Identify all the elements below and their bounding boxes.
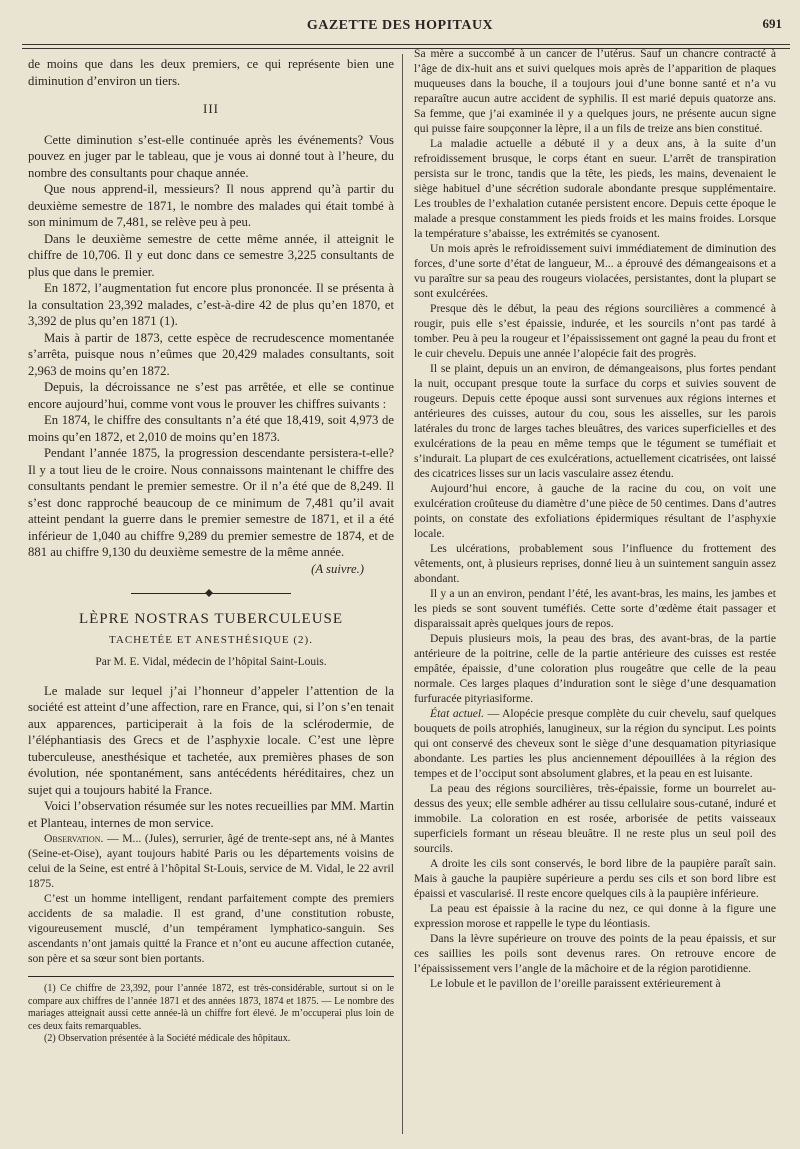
page-number: 691 — [762, 16, 782, 31]
left-column — [28, 56, 394, 1046]
observation-label: Observation. — [44, 832, 104, 845]
page-header — [0, 0, 800, 50]
paragraph: de moins que dans les deux premiers, ce qui représente bien une diminution d’environ un tiers. — [28, 57, 394, 88]
paragraph: Mais à partir de 1873, cette espèce de recrudescence momentanée s’arrêta, puisque nous n’eûmes que 20,429 malades consultants, soit 2,963 de moins qu’en 1872. — [28, 330, 394, 378]
paragraph: Il se plaint, depuis un an environ, de démangeaisons, plus fortes pendant la nuit, occupant presque toute la surface du corps et suivies souvent de rougeurs. Depuis cette époque aussi sont survenues aux régions internes et antérieures des cuisses, autour du cou, sous les aisselles, sur les parois latérales du tronc de larges taches bleuâtres, des varices superficielles et des exulcérations de la peau en même temps que le tégument se tuméfiait et s’indurait. La plupart de ces exulcérations, actuellement cicatrisées, ont laissé des cicatrices lisses sur un lacis vasculaire assez étendu. — [414, 362, 776, 480]
paragraph: Il y a un an environ, pendant l’été, les avant-bras, les mains, les jambes et les pieds se sont souvent tuméfiés. Cette sorte d’œdème était passager et disparaissait après quelques jours de repos. — [414, 587, 776, 630]
article-subtitle: TACHETÉE ET ANESTHÉSIQUE (2). — [109, 633, 313, 646]
footnote: (1) Ce chiffre de 23,392, pour l’année 1872, est très-considérable, surtout si on le compare aux chiffres de l’année 1871 et des années 1873, 1874 et 1875. — Le nombre des mariages atteignait aussi cette année-là un chiffre fort élevé. Je m’occuperai plus loin de ces deux faits remarquables. — [28, 983, 394, 1032]
column-divider — [402, 54, 403, 1134]
paragraph: Aujourd’hui encore, à gauche de la racine du cou, on voit une exulcération croûteuse du diamètre d’une pièce de 50 centimes. Dans d’autres points, on constate des exfoliations épidermiques résultant de l’asphyxie locale. — [414, 482, 776, 540]
paragraph: Le malade sur lequel j’ai l’honneur d’appeler l’attention de la société est atteint d’une affection, rare en France, qui, si l’on s’en tenait aux apparences, participerait à la fois de la sclérodermie, de l’éléphantiasis des Grecs et de l’asphyxie locale. C’est une lèpre tuberculeuse, anesthésique et tachetée, aux premières phases de son évolution, née spontanément, sans antécédents héréditaires, chez un sujet qui a toujours habité la France. — [28, 683, 394, 797]
journal-title: GAZETTE DES HOPITAUX — [306, 18, 494, 33]
observation-paragraph — [28, 831, 394, 891]
header-rule — [22, 44, 790, 45]
article-author: Par M. E. Vidal, médecin de l’hôpital Saint-Louis. — [95, 656, 327, 668]
paragraph: Depuis plusieurs mois, la peau des bras, des avant-bras, de la partie antérieure de la poitrine, celle de la partie antérieure des cuisses est restée empâtée, épaissie, d’une coloration plus rougeâtre que celle de la peau normale. Ces larges plaques d’induration sont le siège d’une desquamation furfuracée pityriasiforme. — [414, 632, 776, 705]
observation-paragraph: C’est un homme intelligent, rendant parfaitement compte des premiers accidents de sa maladie. Il est grand, d’une constitution robuste, vigoureusement musclé, d’un tempérament lymphatico-sanguin. Ses ascendants n’ont jamais quitté la France et n’ont eu aucune affection cutanée, son père et sa sœur sont bien portants. — [28, 892, 394, 965]
paragraph: Les ulcérations, probablement sous l’influence du frottement des vêtements, ont, à plusieurs reprises, donné lieu à un suintement sanguin assez abondant. — [414, 542, 776, 585]
paragraph: Voici l’observation résumée sur les notes recueillies par MM. Martin et Planteau, internes de mon service. — [28, 799, 394, 830]
paragraph: Le lobule et le pavillon de l’oreille paraissent extérieurement à — [430, 977, 721, 990]
diamond-ornament-icon — [205, 589, 213, 597]
paragraph-text: — Alopécie presque complète du cuir chevelu, sauf quelques bouquets de poils atrophiés, lanugineux, sur la région du synciput. Les points qui ont conservé des cheveux sont le siège d’une desquamation pityriasique abondante. Les parties les plus anciennement dépouillées à la région des tempes et de l’occiput sont absolument glabres, et la peau en est luisante. — [414, 707, 777, 780]
paragraph: Sa mère a succombé à un cancer de l’utérus. Sauf un chancre contracté à l’âge de dix-huit ans et suivi quelques mois après de l’apparition de plaques muqueuses dans la bouche, il a toujours joui d’une bonne santé et n’a vu reparaître aucun autre accident de syphilis. Il est marié depuis quatorze ans. Sa femme, que j’ai examinée il y a quelques jours, ne présente aucun signe qui puisse faire soupçonner la lèpre, il a un fils de treize ans bien constitué. — [414, 47, 776, 135]
section-separator — [131, 589, 291, 597]
paragraph: Depuis, la décroissance ne s’est pas arrêtée, et elle se continue encore aujourd’hui, comme vont vous le prouver les chiffres suivants : — [28, 380, 394, 411]
to-be-continued: (A suivre.) — [311, 561, 364, 576]
section-label: État actuel. — [430, 707, 485, 720]
paragraph: En 1872, l’augmentation fut encore plus prononcée. Il se présenta à la consultation 23,392 malades, c’est-à-dire 42 de plus qu’en 1870, et 3,392 de plus qu’en 1871 (1). — [28, 281, 394, 328]
paragraph: A droite les cils sont conservés, le bord libre de la paupière paraît sain. Mais à gauche la paupière supérieure a perdu ses cils et son bord libre est épaissi et vascularisé. Il reste encore quelques cils à la paupière inférieure. — [414, 857, 776, 900]
article-title: LÈPRE NOSTRAS TUBERCULEUSE — [78, 611, 344, 627]
footnote: (2) Observation présentée à la Société médicale des hôpitaux. — [44, 1033, 291, 1044]
paragraph: Un mois après le refroidissement suivi immédiatement de diminution des forces, d’une sorte d’état de langueur, M... a éprouvé des démangeaisons et a vu paraître sur sa peau des rougeurs violacées, persistantes, dont la plupart se sont exulcérées. — [414, 242, 776, 300]
paragraph: Dans le deuxième semestre de cette même année, il atteignit le chiffre de 10,706. Il y eut donc dans ce semestre 3,225 consultants de plus que dans le premier. — [28, 231, 394, 279]
paragraph: La peau est épaissie à la racine du nez, ce qui donne à la figure une expression morose et rappelle le type du léontiasis. — [414, 902, 776, 930]
paragraph: Pendant l’année 1875, la progression descendante persistera-t-elle? Il y a tout lieu de le croire. Nous connaissons maintenant le chiffre des consultants pendant le premier semestre. Or il n’a été que de 8,249. Il s’est donc rapproché beaucoup de ce minimum de 7,481 qu’il avait atteint pendant la guerre dans le premier semestre de 1871, et il a été inférieur de 1,040 au chiffre 9,289 du premier semestre de 1874, et de 881 au chiffre 9,130 du deuxième semestre de la même année. — [28, 446, 394, 559]
observation-text: — M... (Jules), serrurier, âgé de trente-sept ans, né à Mantes (Seine-et-Oise), ayant toujours habité Paris ou les départements voisins de celui de la Seine, est entré à l’hôpital St-Louis, service de M. Vidal, le 22 avril 1875. — [28, 832, 394, 890]
paragraph — [414, 706, 776, 781]
paragraph: La maladie actuelle a débuté il y a deux ans, à la suite d’un refroidissement brusque, le corps étant en sueur. L’arrêt de transpiration persista sur le tronc, tandis que la tête, les pieds, les mains, devenaient le siège habituel d’une sécrétion sudorale abondante presque supplémentaire. Les troubles de l’exhalation cutanée persistent encore. Depuis cette époque le malade a presque constamment les pieds froids et les mains froides. Lorsque la température s’abaisse, les extrémités se cyanosent. — [414, 137, 776, 240]
paragraph: Que nous apprend-il, messieurs? Il nous apprend qu’à partir du deuxième semestre de 1871, le nombre des malades qui était tombé à son minimum de 7,481, se relève peu à peu. — [28, 182, 394, 229]
paragraph: Dans la lèvre supérieure on trouve des points de la peau épaissis, et sur ces saillies les poils sont devenus rares. On retrouve encore de l’épaississement vers l’angle de la mâchoire et de la région parotidienne. — [414, 932, 776, 975]
section-number: III — [203, 101, 219, 116]
footnote-rule — [28, 976, 394, 977]
paragraph: Cette diminution s’est-elle continuée après les événements? Vous pouvez en juger par le tableau, que je vous ai donné tout à l’heure, du nombre des consultants pour chaque année. — [28, 132, 394, 180]
paragraph: En 1874, le chiffre des consultants n’a été que 18,419, soit 4,973 de moins qu’en 1872, et 2,010 de moins qu’en 1873. — [28, 413, 394, 444]
right-column — [414, 46, 776, 991]
paragraph: Presque dès le début, la peau des régions sourcilières a commencé à rougir, puis elle s’est épaissie, indurée, et les sourcils n’ont pas tardé à tomber. Peu à peu la rougeur et l’épaississement ont gagné la peau du front et le cuir chevelu. Depuis une année l’alopécie fait des progrès. — [414, 302, 776, 360]
paragraph: La peau des régions sourcilières, très-épaissie, forme un bourrelet au-dessus des yeux; elle semble adhérer au tissu cellulaire sous-cutané, induré et immobile. La coloration en est rosée, arborisée de petits vaisseaux superficiels formant un réseau bleuâtre. Il ne reste plus un seul poil des sourcils. — [414, 782, 776, 855]
